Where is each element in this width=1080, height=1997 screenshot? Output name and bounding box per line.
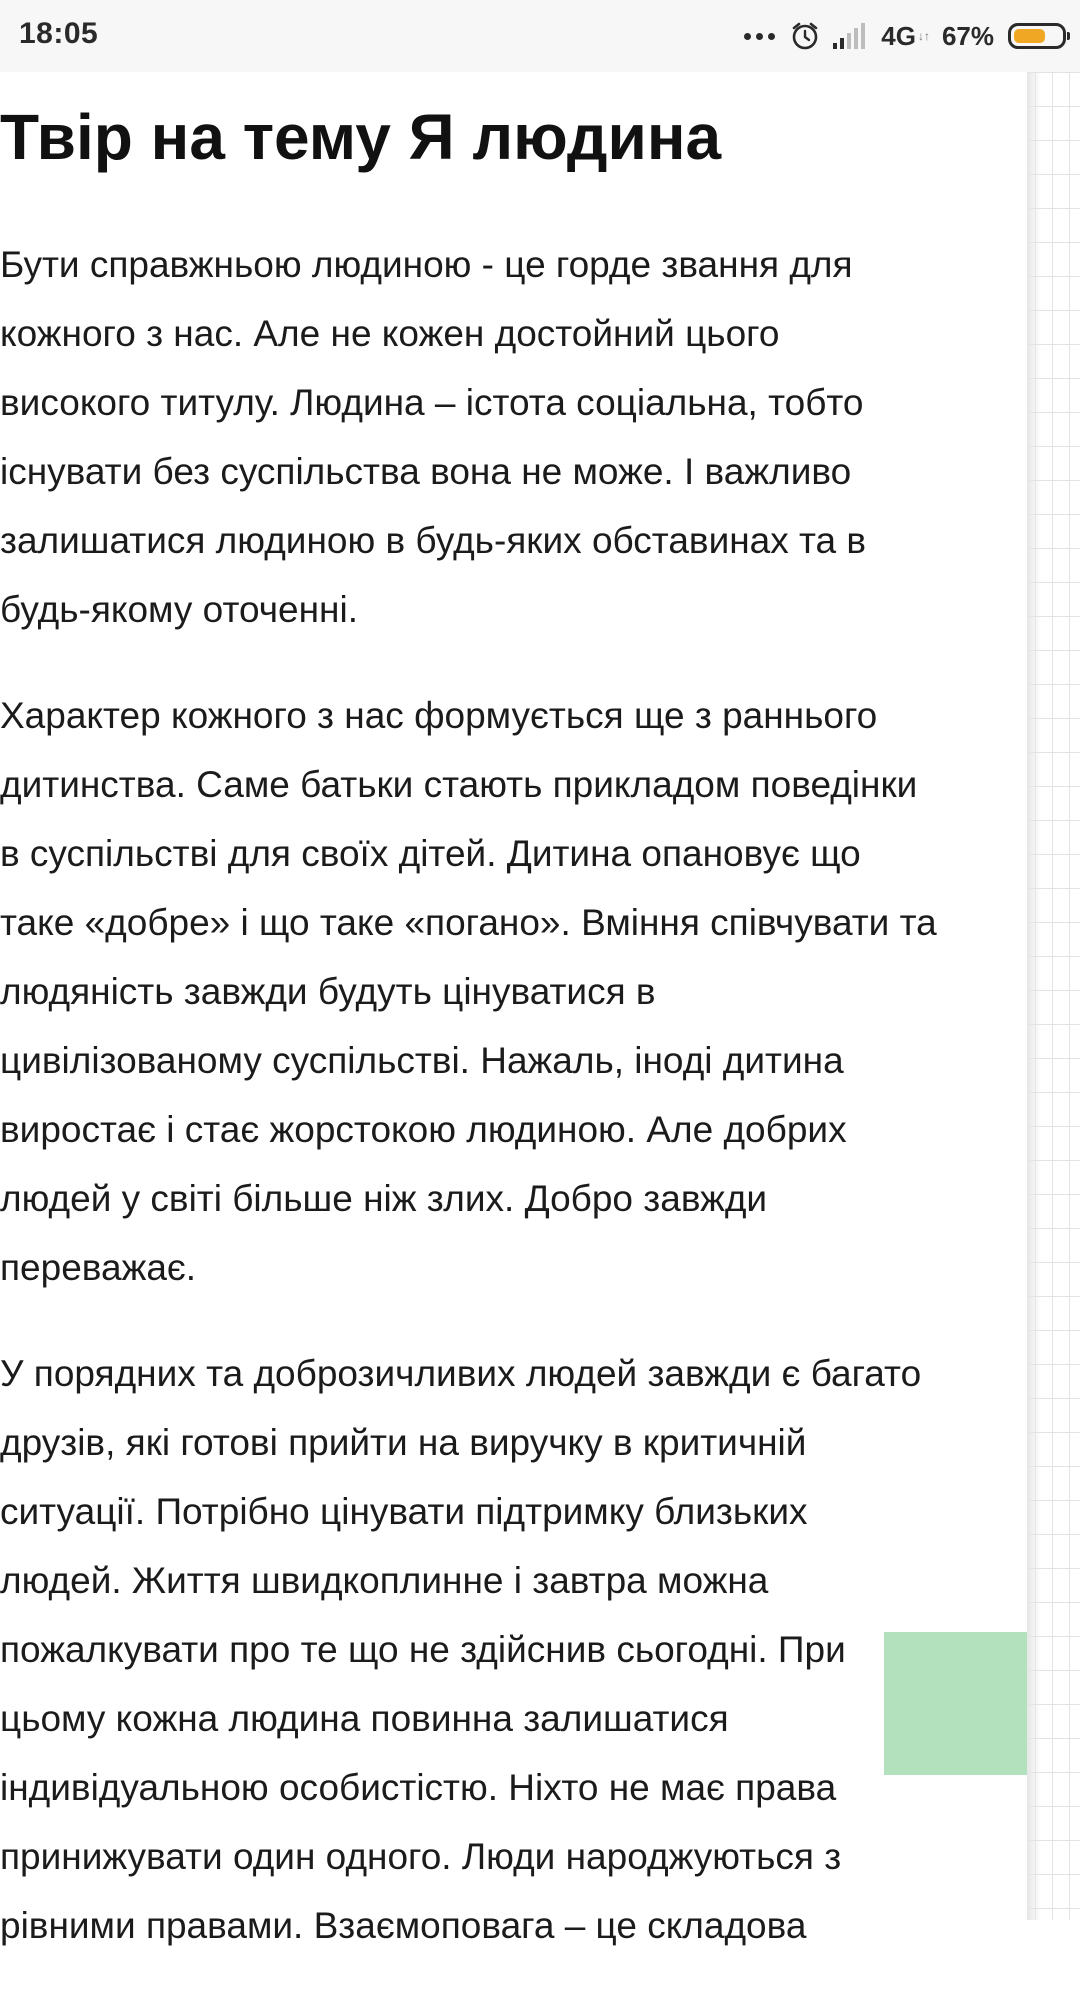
text-line: цьому кожна людина повинна залишатися [0, 1698, 729, 1739]
text-line: У порядних та доброзичливих людей завжди є багато [0, 1353, 922, 1394]
text-line: в суспільстві для своїх дітей. Дитина опановує що [0, 833, 861, 874]
text-line: людяність завжди будуть цінуватися в [0, 971, 656, 1012]
battery-percent: 67% [941, 20, 994, 51]
text-line: переважає. [0, 1247, 197, 1288]
signal-bars-icon [831, 21, 871, 51]
status-icons [744, 16, 1066, 56]
more-dots-icon [744, 33, 775, 40]
text-line: будь-якому оточенні. [0, 589, 358, 630]
text-line: людей у світі більше ніж злих. Добро завжди [0, 1178, 768, 1219]
text-line: виростає і стає жорстокою людиною. Але добрих [0, 1109, 847, 1150]
battery-icon [1008, 23, 1066, 49]
text-line: пожалкувати про те що не здійснив сьогодні. При [0, 1629, 846, 1670]
text-line: залишатися людиною в будь-яких обставинах та в [0, 520, 867, 561]
paragraph-2 [0, 681, 1026, 1302]
alarm-clock-icon [789, 20, 821, 52]
panel-edge-shadow [1027, 72, 1041, 1920]
text-line: ситуації. Потрібно цінувати підтримку близьких [0, 1491, 808, 1532]
article-content[interactable] [0, 72, 1027, 1946]
battery-level-fill [1014, 29, 1045, 43]
data-arrows-icon: ↓↑ [917, 29, 930, 43]
text-line: таке «добре» і що таке «погано». Вміння співчувати та [0, 902, 937, 943]
text-line: індивідуальною особистістю. Ніхто не має права [0, 1767, 837, 1808]
text-line: існувати без суспільства вона не може. І важливо [0, 451, 852, 492]
status-bar [0, 0, 1080, 72]
paragraph-3 [0, 1339, 1026, 1960]
text-line: кожного з нас. Але не кожен достойний цього [0, 313, 780, 354]
text-line: Характер кожного з нас формується ще з раннього [0, 695, 878, 736]
text-line: людей. Життя швидкоплинне і завтра можна [0, 1560, 769, 1601]
text-line: Бути справжньою людиною - це горде звання для [0, 244, 853, 285]
text-line: рівними правами. Взаємоповага – це складова [0, 1905, 807, 1946]
page-title: Твір на тему Я людина [0, 101, 722, 173]
status-time: 18:05 [19, 17, 99, 50]
article-body [0, 230, 1026, 1997]
network-type: 4G [881, 20, 916, 51]
text-line: принижувати один одного. Люди народжуються з [0, 1836, 842, 1877]
floating-selection-box[interactable] [884, 1632, 1027, 1775]
text-line: цивілізованому суспільстві. Нажаль, іноді дитина [0, 1040, 844, 1081]
text-line: високого титулу. Людина – істота соціальна, тобто [0, 382, 864, 423]
paragraph-1 [0, 230, 1026, 644]
text-line: дитинства. Саме батьки стають прикладом поведінки [0, 764, 918, 805]
text-line: друзів, які готові прийти на виручку в критичній [0, 1422, 807, 1463]
